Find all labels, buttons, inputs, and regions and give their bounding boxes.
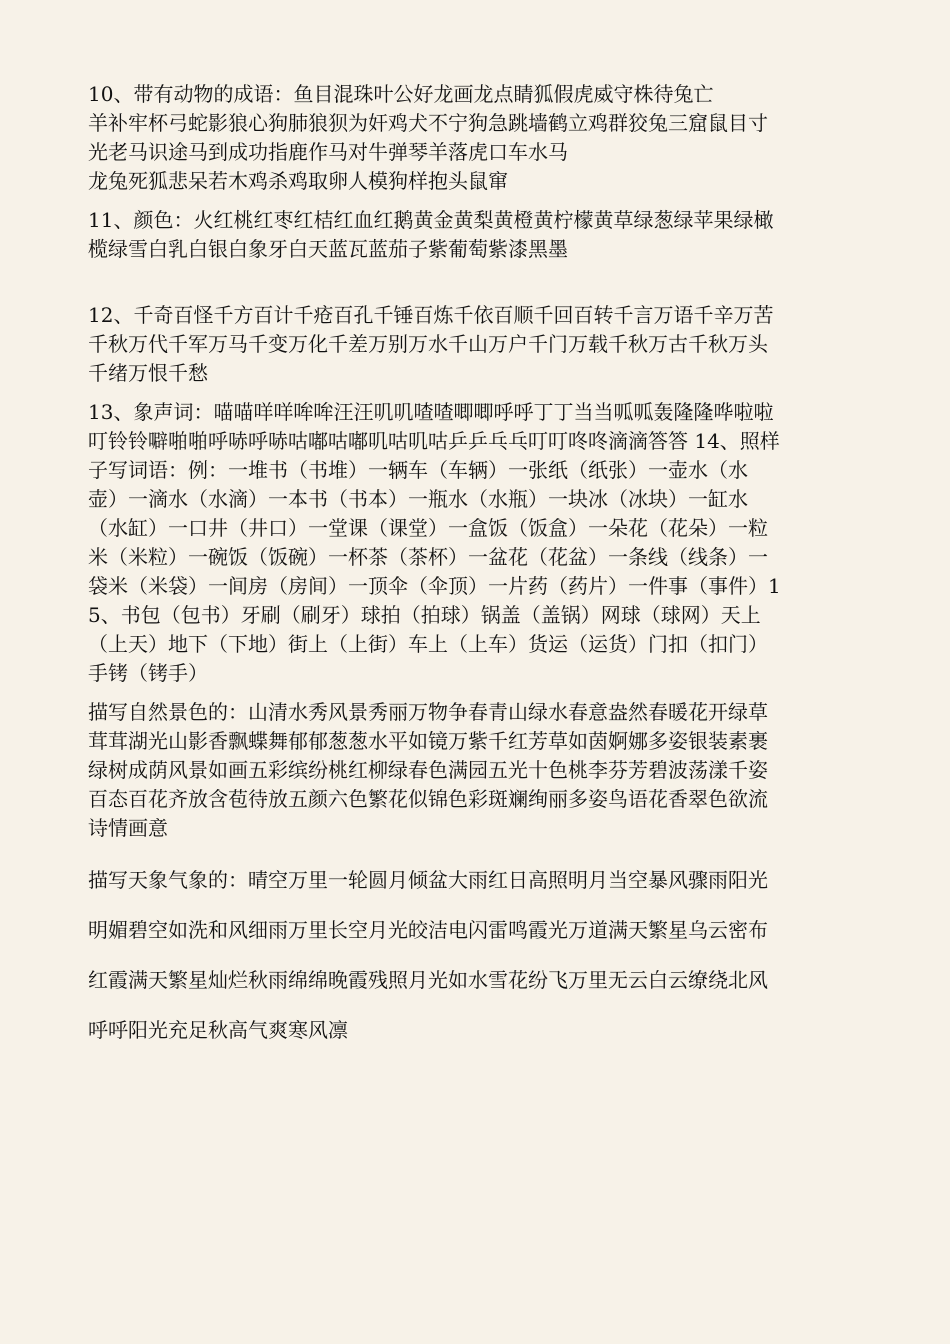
paragraph-weather: 描写天象气象的：晴空万里一轮圆月倾盆大雨红日高照明月当空暴风骤雨阳光 明媚碧空如洗和风细雨万里长空月光皎洁电闪雷鸣霞光万道满天繁星乌云密布 红霞满天繁星灿烂秋雨绵绵晚霞残照月光如水雪花纷飞万里无云白云缭绕北风 呼呼阳光充足秋高气爽寒风凛: [88, 868, 768, 1042]
paragraph-animal-idioms: 10、带有动物的成语：鱼目混珠叶公好龙画龙点睛狐假虎威守株待兔亡 羊补牢杯弓蛇影狼心狗肺狼狈为奸鸡犬不宁狗急跳墙鹤立鸡群狡兔三窟鼠目寸 光老马识途马到成功指鹿作马对牛弹琴羊落虎口车水马 龙兔死狐悲呆若木鸡杀鸡取卵人模狗样抱头鼠窜: [88, 82, 768, 193]
paragraph-nature-scenery: 描写自然景色的：山清水秀风景秀丽万物争春青山绿水春意盎然春暖花开绿草 茸茸湖光山影香飘蝶舞郁郁葱葱水平如镜万紫千红芳草如茵婀娜多姿银装素裹 绿树成荫风景如画五彩缤纷桃红柳绿春色满园五光十色桃李芬芳碧波荡漾千姿 百态百花齐放含苞待放五颜六色繁花似锦色彩斑斓绚丽多姿鸟语花香翠色欲流 诗情画意: [88, 700, 768, 840]
paragraph-onomatopoeia: 13、象声词：喵喵咩咩哞哞汪汪叽叽喳喳唧唧呼呼丁丁当当呱呱轰隆隆哗啦啦 叮铃铃噼啪啪呼哧呼哧咕嘟咕嘟叽咕叽咕乒乒乓乓叮叮咚咚滴滴答答 14、照样 子写词语：例：一堆书（书堆）一辆车（车辆）一张纸（纸张）一壶水（水 壶）一滴水（水滴）一本书（书本）一瓶水（水瓶）一块冰（冰块）一缸水 （水缸）一口井（井口）一堂课（课堂）一盒饭（饭盒）一朵花（花朵）一粒 米（米粒）一碗饭（饭碗）一杯茶（茶杯）一盆花（花盆）一条线（线条）一 袋米（米袋）一间房（房间）一顶伞（伞顶）一片药（药片）一件事（事件）1 5、书包（包书）牙刷（刷牙）球拍（拍球）锅盖（盖锅）网球（球网）天上 （上天）地下（下地）街上（上街）车上（上车）货运（运货）门扣（扣门） 手铐（铐手）: [88, 400, 781, 685]
document-page: [88, 80, 864, 1055]
paragraph-qian-wan-idioms: 12、千奇百怪千方百计千疮百孔千锤百炼千依百顺千回百转千言万语千辛万苦 千秋万代千军万马千变万化千差万别万水千山万户千门万载千秋万古千秋万头 千绪万恨千愁: [88, 303, 774, 385]
paragraph-colors: 11、颜色：火红桃红枣红桔红血红鹅黄金黄梨黄橙黄柠檬黄草绿葱绿苹果绿橄 榄绿雪白乳白银白象牙白天蓝瓦蓝茄子紫葡萄紫漆黑墨: [88, 208, 774, 261]
